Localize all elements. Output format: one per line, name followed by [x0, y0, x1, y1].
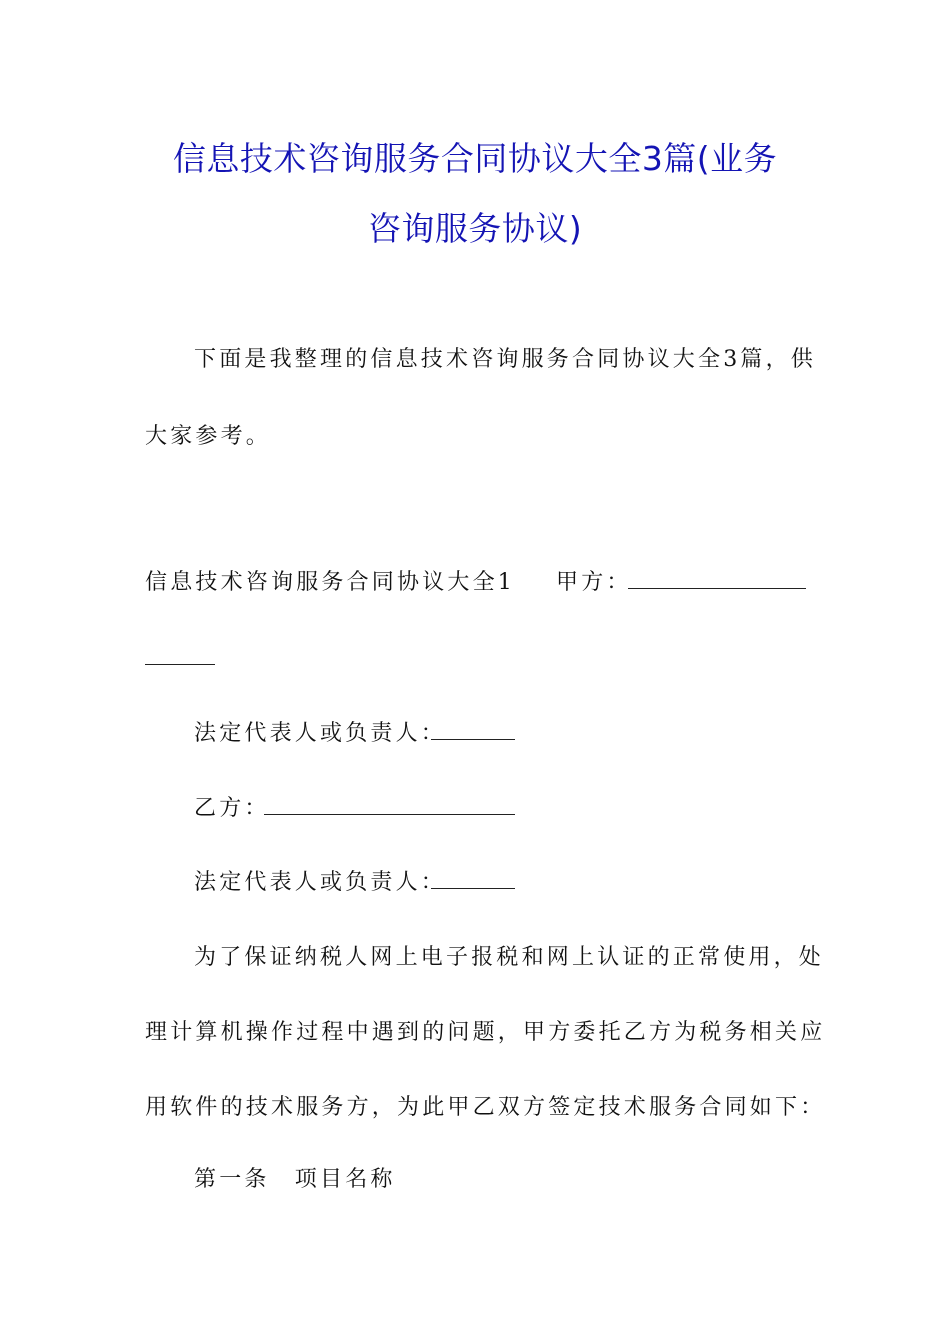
- party-a-blank-continued: [145, 644, 215, 674]
- document-title-line-2: 咨询服务协议): [367, 209, 583, 248]
- article-1-heading: 第一条 项目名称: [194, 1167, 396, 1192]
- paragraph-1-line-2: 理计算机操作过程中遇到的问题，甲方委托乙方为税务相关应: [145, 1020, 826, 1045]
- document-title-line-1: 信息技术咨询服务合同协议大全3篇(业务: [172, 139, 778, 178]
- party-b-blank: [264, 794, 515, 824]
- party-a-blank: [628, 568, 806, 598]
- party-b-label: 乙方：: [194, 796, 270, 821]
- legal-rep-a-blank: [431, 719, 515, 749]
- intro-line-2: 大家参考。: [145, 424, 272, 449]
- section-heading: 信息技术咨询服务合同协议大全1: [145, 570, 515, 595]
- party-a-label: 甲方：: [556, 570, 632, 595]
- legal-rep-b-label: 法定代表人或负责人：: [194, 870, 447, 895]
- paragraph-1-line-3: 用软件的技术服务方，为此甲乙双方签定技术服务合同如下：: [145, 1095, 826, 1120]
- legal-rep-a-label: 法定代表人或负责人：: [194, 721, 447, 746]
- paragraph-1-line-1: 为了保证纳税人网上电子报税和网上认证的正常使用，处: [194, 945, 825, 970]
- legal-rep-b-blank: [431, 868, 515, 898]
- intro-line-1: 下面是我整理的信息技术咨询服务合同协议大全3篇，供: [194, 347, 816, 372]
